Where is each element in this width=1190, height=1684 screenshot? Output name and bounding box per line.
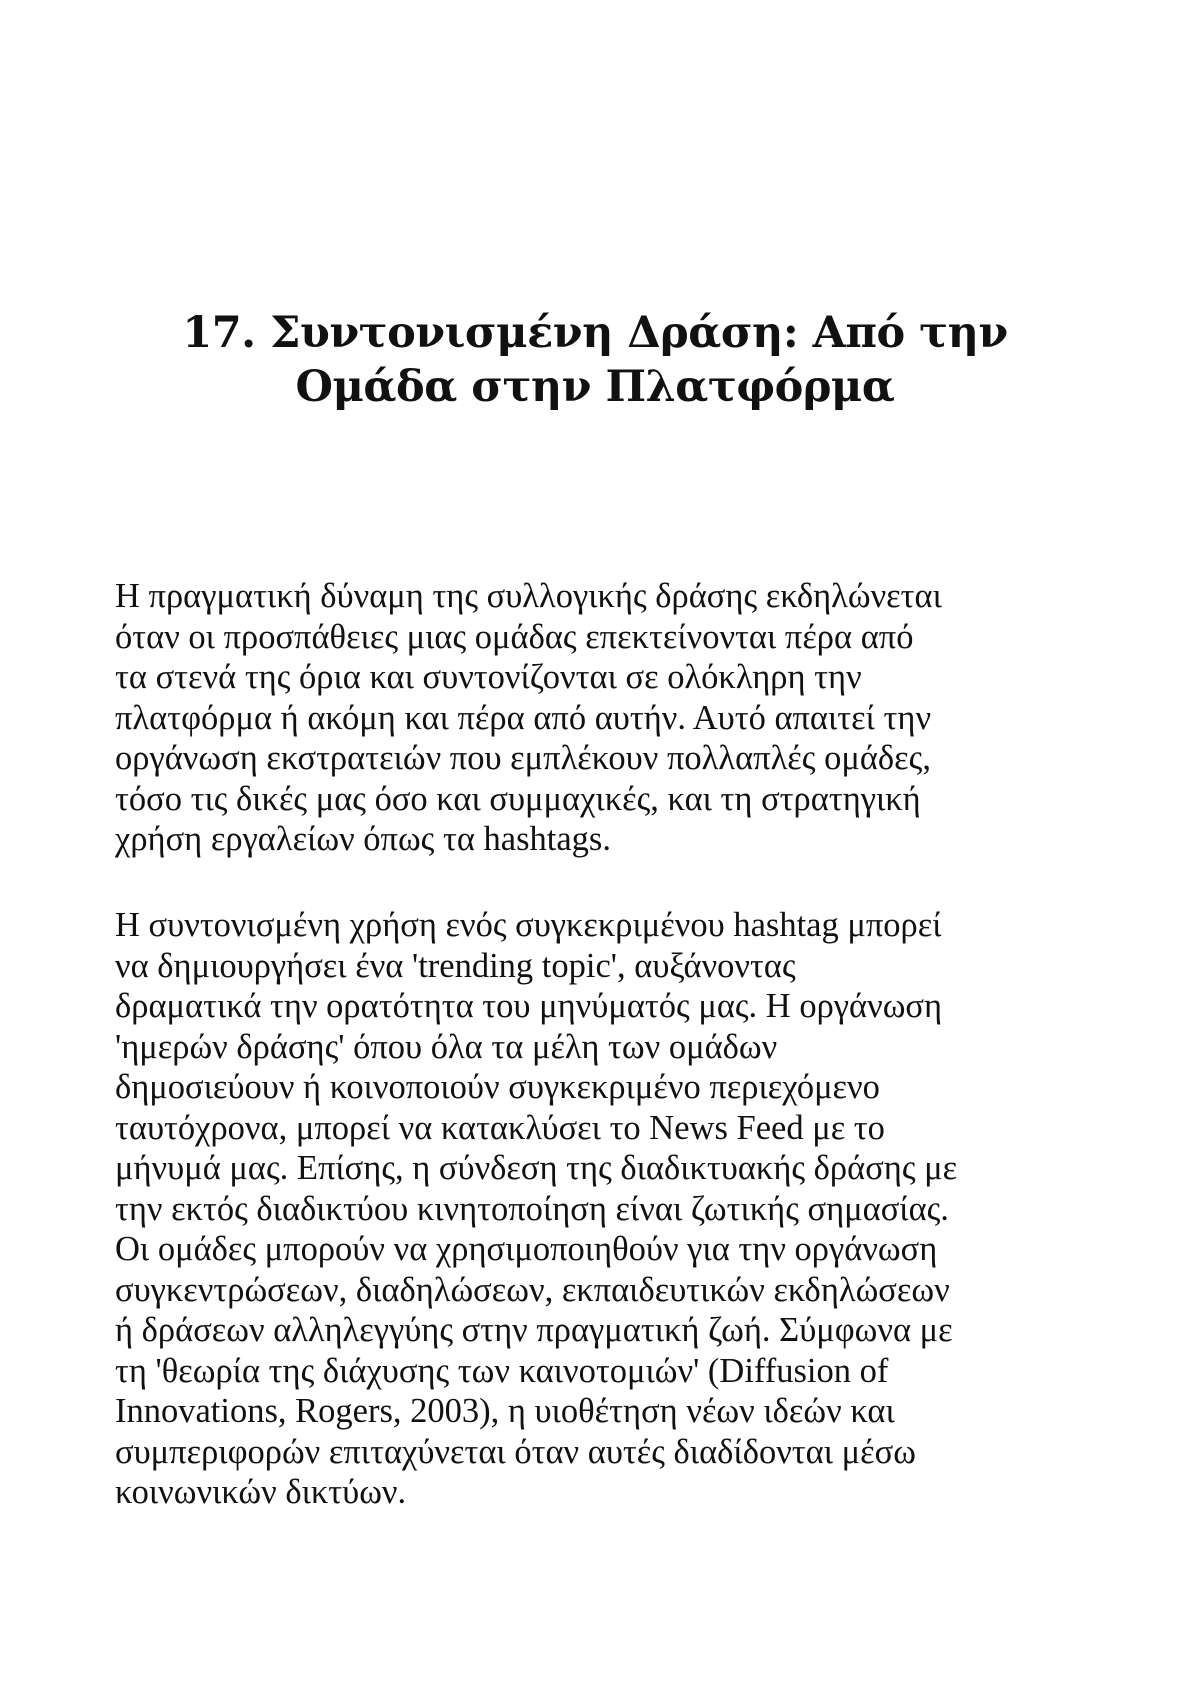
text-line: όταν οι προσπάθειες μιας ομάδας επεκτείνονται πέρα από <box>115 617 914 656</box>
text-line: ή δράσεων αλληλεγγύης στην πραγματική ζωή. Σύμφωνα με <box>115 1311 953 1349</box>
paragraph-2 <box>115 905 1115 1513</box>
text-line: Innovations, Rogers, 2003), η υιοθέτηση νέων ιδεών και <box>115 1392 895 1430</box>
paragraph-1 <box>115 576 1115 860</box>
text-line: 'ημερών δράσης' όπου όλα τα μέλη των ομάδων <box>115 1027 778 1066</box>
text-line: χρήση εργαλείων όπως τα hashtags. <box>115 820 611 858</box>
text-line: μήνυμά μας. Επίσης, η σύνδεση της διαδικτυακής δράσης με <box>115 1149 958 1187</box>
chapter-title <box>110 306 1080 414</box>
text-line: να δημιουργήσει ένα 'trending topic', αυξάνοντας <box>115 946 796 985</box>
text-line: κοινωνικών δικτύων. <box>115 1473 407 1511</box>
text-line: δημοσιεύουν ή κοινοποιούν συγκεκριμένο περιεχόμενο <box>115 1068 880 1106</box>
text-line: τα στενά της όρια και συντονίζονται σε ολόκληρη την <box>115 658 862 696</box>
text-line: τόσο τις δικές μας όσο και συμμαχικές, και τη στρατηγική <box>115 779 921 818</box>
text-line: συγκεντρώσεων, διαδηλώσεων, εκπαιδευτικών εκδηλώσεων <box>115 1270 950 1309</box>
text-line: Η συντονισμένη χρήση ενός συγκεκριμένου hashtag μπορεί <box>115 906 942 944</box>
text-line: ταυτόχρονα, μπορεί να κατακλύσει το News Feed με το <box>115 1108 885 1147</box>
text-line: πλατφόρμα ή ακόμη και πέρα από αυτήν. Αυτό απαιτεί την <box>115 698 932 737</box>
text-line: Η πραγματική δύναμη της συλλογικής δράσης εκδηλώνεται <box>115 577 942 615</box>
chapter-title-line: 17. Συντονισμένη Δράση: Από την <box>182 308 1008 358</box>
text-line: Οι ομάδες μπορούν να χρησιμοποιηθούν για την οργάνωση <box>115 1230 938 1268</box>
text-line: δραματικά την ορατότητα του μηνύματός μας. Η οργάνωση <box>115 987 943 1025</box>
chapter-title-line: Ομάδα στην Πλατφόρμα <box>295 362 895 412</box>
text-line: τη 'θεωρία της διάχυσης των καινοτομιών' (Diffusion of <box>115 1351 889 1390</box>
text-line: την εκτός διαδικτύου κινητοποίηση είναι ζωτικής σημασίας. <box>115 1189 949 1228</box>
text-line: οργάνωση εκστρατειών που εμπλέκουν πολλαπλές ομάδες, <box>115 739 931 777</box>
text-line: συμπεριφορών επιταχύνεται όταν αυτές διαδίδονται μέσω <box>115 1432 916 1471</box>
